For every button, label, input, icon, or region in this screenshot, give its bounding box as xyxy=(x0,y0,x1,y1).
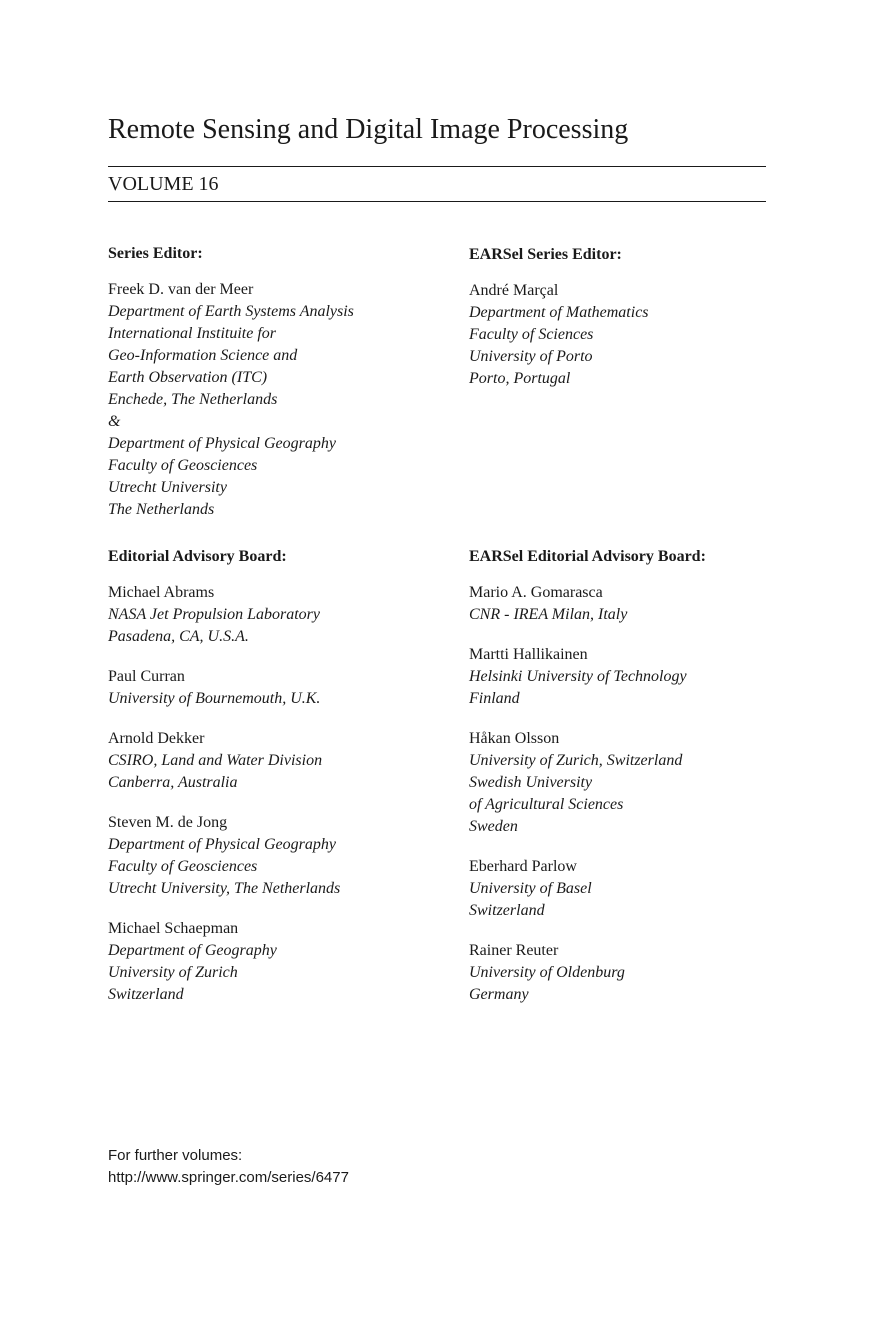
affiliation-line: Canberra, Australia xyxy=(108,774,238,791)
affiliation-line: Department of Geography xyxy=(108,942,277,959)
affiliation-line: CSIRO, Land and Water Division xyxy=(108,752,323,769)
board-member xyxy=(469,728,799,838)
affiliation-line: Geo-Information Science and xyxy=(108,347,298,364)
board-member xyxy=(469,582,799,626)
affiliation-line: Utrecht University xyxy=(108,479,227,496)
editorial-board-heading: Editorial Advisory Board: xyxy=(108,548,287,565)
series-editor-section xyxy=(108,243,448,521)
affiliation-line: University of Zurich xyxy=(108,964,238,981)
affiliation-line: The Netherlands xyxy=(108,501,215,518)
affiliation-line: Swedish University xyxy=(469,774,593,791)
affiliation-line: Faculty of Geosciences xyxy=(108,457,258,474)
affiliation-line: Helsinki University of Technology xyxy=(469,668,687,685)
affiliation-line: Faculty of Geosciences xyxy=(108,858,258,875)
affiliation-line: Department of Physical Geography xyxy=(108,435,336,452)
board-member xyxy=(108,666,448,710)
affiliation-line: University of Bournemouth, U.K. xyxy=(108,690,321,707)
earsel-series-editor-name: André Marçal xyxy=(469,282,559,299)
earsel-series-editor-section xyxy=(469,244,799,390)
affiliation-line: Enchede, The Netherlands xyxy=(108,391,278,408)
member-name: Paul Curran xyxy=(108,668,185,685)
affiliation-line: Pasadena, CA, U.S.A. xyxy=(108,628,249,645)
earsel-board-heading: EARSel Editorial Advisory Board: xyxy=(469,548,706,565)
affiliation-line: & xyxy=(108,413,121,430)
series-editor-name: Freek D. van der Meer xyxy=(108,281,254,298)
member-name: Michael Schaepman xyxy=(108,920,239,937)
affiliation-line: Finland xyxy=(469,690,520,707)
affiliation-line: Utrecht University, The Netherlands xyxy=(108,880,341,897)
member-name: Martti Hallikainen xyxy=(469,646,588,663)
series-editor-entry xyxy=(108,279,448,521)
member-name: Håkan Olsson xyxy=(469,730,560,747)
affiliation-line: Department of Earth Systems Analysis xyxy=(108,303,354,320)
affiliation-line: University of Basel xyxy=(469,880,592,897)
series-url-link[interactable]: http://www.springer.com/series/6477 xyxy=(108,1169,349,1186)
member-name: Rainer Reuter xyxy=(469,942,559,959)
affiliation-line: Sweden xyxy=(469,818,518,835)
series-editor-heading: Series Editor: xyxy=(108,245,203,262)
member-name: Arnold Dekker xyxy=(108,730,205,747)
affiliation-line: Germany xyxy=(469,986,529,1003)
affiliation-line: of Agricultural Sciences xyxy=(469,796,624,813)
board-member xyxy=(108,812,448,900)
member-name: Eberhard Parlow xyxy=(469,858,577,875)
member-name: Steven M. de Jong xyxy=(108,814,228,831)
title-divider-top xyxy=(108,166,766,167)
affiliation-line: University of Porto xyxy=(469,348,593,365)
affiliation-line: Department of Physical Geography xyxy=(108,836,336,853)
earsel-series-editor-entry xyxy=(469,280,799,390)
board-member xyxy=(469,856,799,922)
member-name: Michael Abrams xyxy=(108,584,215,601)
affiliation-line: Switzerland xyxy=(108,986,184,1003)
affiliation-line: Department of Mathematics xyxy=(469,304,649,321)
board-member xyxy=(469,940,799,1006)
earsel-board-section xyxy=(469,546,799,1024)
series-title: Remote Sensing and Digital Image Processing xyxy=(108,114,629,145)
member-name: Mario A. Gomarasca xyxy=(469,584,603,601)
title-divider-bottom xyxy=(108,201,766,202)
affiliation-line: University of Zurich, Switzerland xyxy=(469,752,683,769)
volume-number: VOLUME 16 xyxy=(108,173,219,195)
affiliation-line: NASA Jet Propulsion Laboratory xyxy=(108,606,320,623)
affiliation-line: Faculty of Sciences xyxy=(469,326,594,343)
board-member xyxy=(108,728,448,794)
further-volumes-note xyxy=(108,1145,349,1189)
affiliation-line: Switzerland xyxy=(469,902,545,919)
board-member xyxy=(108,918,448,1006)
board-member xyxy=(108,582,448,648)
affiliation-line: International Instituite for xyxy=(108,325,276,342)
affiliation-line: University of Oldenburg xyxy=(469,964,625,981)
affiliation-line: CNR - IREA Milan, Italy xyxy=(469,606,628,623)
affiliation-line: Porto, Portugal xyxy=(469,370,571,387)
earsel-series-editor-heading: EARSel Series Editor: xyxy=(469,246,622,263)
editorial-board-section xyxy=(108,546,448,1024)
further-volumes-label: For further volumes: xyxy=(108,1147,243,1164)
affiliation-line: Earth Observation (ITC) xyxy=(108,369,268,386)
board-member xyxy=(469,644,799,710)
